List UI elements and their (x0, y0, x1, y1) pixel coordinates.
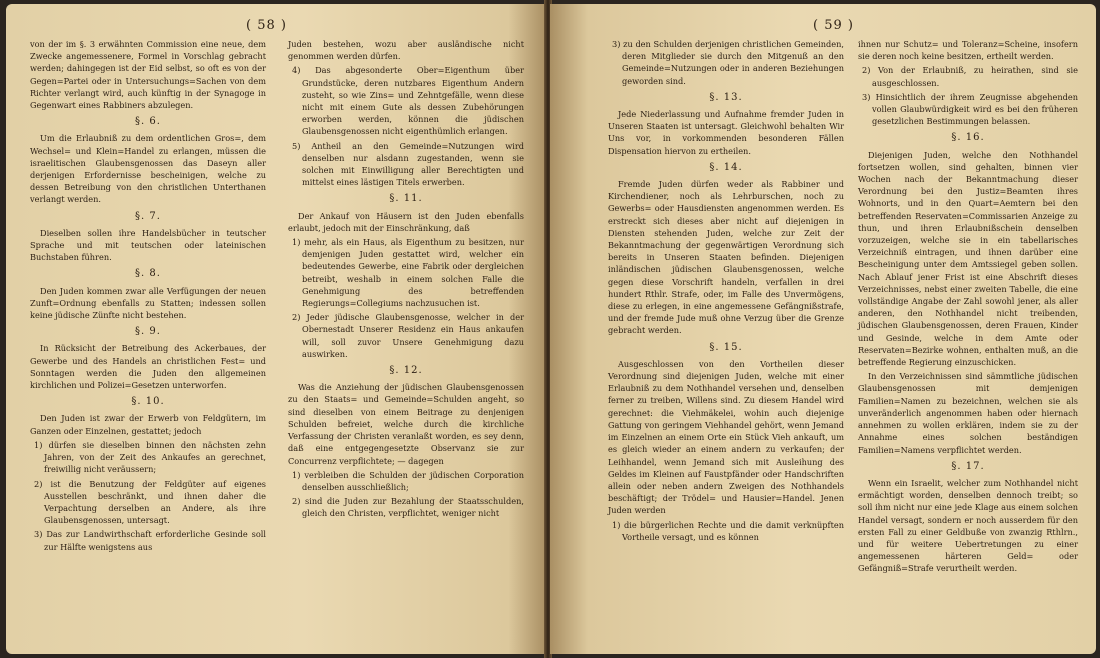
paragraph: 5) Antheil an den Gemeinde=Nutzungen wird denselben nur alsdann zugestanden, wenn sie solchen mit Einwilligung aller Berechtigten und mittelst eines lästigen Titels erwerben. (292, 140, 524, 188)
left-column-2 (288, 38, 524, 522)
section-heading: §. 13. (709, 91, 743, 103)
paragraph: Dieselben sollen ihre Handelsbücher in teutscher Sprache und mit teutschen oder lateinischen Buchstaben führen. (30, 227, 266, 263)
section-heading: §. 9. (135, 326, 161, 338)
section-heading: §. 15. (709, 341, 743, 353)
paragraph: 2) sind die Juden zur Bezahlung der Staatsschulden, gleich den Christen, verpflichtet, weniger nicht (292, 496, 524, 519)
page-number-left: ( 58 ) (246, 18, 287, 33)
section-heading: §. 11. (389, 193, 423, 205)
left-page (6, 4, 546, 654)
paragraph: ihnen nur Schutz= und Toleranz=Scheine, insofern sie deren noch keine besitzen, ertheilt werden. (858, 39, 1078, 62)
paragraph: Fremde Juden dürfen weder als Rabbiner und Kirchendiener, noch als Lehrburschen, noch zu Gewerbs= oder Hausdiensten angenommen werden. Es erstreckt sich dieses aber nicht auf diejenigen in Diensten stehenden Juden, welche zur Zeit der Bekanntmachung der gegenwärtigen Verordnung sich bereits in Unseren Staaten befinden. Diejenigen inländischen jüdischen Glaubensgenossen, welche gegen diese Vorschrift handeln, verfallen in drei hundert Rthlr. Strafe, oder, im Falle des Unvermögens, diese zu erlegen, in eine angemessene Gefängnißstrafe, und der fremde Jude muß ohne Verzug über die Grenze gebracht werden. (608, 179, 844, 336)
paragraph: 1) die bürgerlichen Rechte und die damit verknüpften Vortheile versagt, und es können (612, 519, 844, 542)
right-column-2 (858, 38, 1078, 577)
left-column-1 (30, 38, 266, 555)
section-heading: §. 10. (131, 396, 165, 408)
paragraph: 3) zu den Schulden derjenigen christlichen Gemeinden, deren Mitglieder sie durch den Mitgenuß an den Gemeinde=Nutzungen oder in anderen Beziehungen geworden sind. (612, 39, 844, 86)
section-heading: §. 16. (951, 132, 985, 144)
paragraph: 2) ist die Benutzung der Feldgüter auf eigenes Ausstellen beschränkt, und ihnen daher die Verpachtung derselben an Andere, als ihre Glaubensgenossen, untersagt. (34, 478, 266, 526)
paragraph: Um die Erlaubniß zu dem ordentlichen Gros=, dem Wechsel= und Klein=Handel zu erlangen, müssen die israelitischen Glaubensgenossen das Daseyn aller derjenigen Erfordernisse bescheinigen, welche zu dessen Betreibung von den christlichen Unterthanen verlangt werden. (30, 133, 266, 205)
paragraph: Ausgeschlossen von den Vortheilen dieser Verordnung sind diejenigen Juden, welche mit einer Erlaubniß zu dem Nothhandel versehen und, denselben ferner zu treiben, Willens sind. Zu diesem Handel wird gerechnet: die Viehmäkelei, wohin auch diejenige Gattung von geringem Viehhandel gehört, wenn Jemand im Einzelnen an einem Orte ein Stück Vieh ankauft, um es gleich wieder an einem andern zu verkaufen; der Leihhandel, wenn Jemand sich mit Ausleihung des Geldes im Kleinen auf Faustpfänder oder Handschriften allein oder neben andern Zweigen des Nothhandels beschäftigt; der Trödel= und Hausier=Handel. Jenen Juden werden (608, 358, 844, 516)
right-page (550, 4, 1096, 654)
right-column-1 (608, 38, 844, 545)
paragraph: Juden bestehen, wozu aber ausländische nicht genommen werden dürfen. (288, 39, 524, 62)
paragraph: Diejenigen Juden, welche den Nothhandel fortsetzen wollen, sind gehalten, binnen vier Wochen nach der Bekanntmachung dieser Verordnung bei den Justiz=Beamten ihres Wohnorts, und in den Quart=Aemtern bei den betreffenden Reservaten=Commissarien Anzeige zu thun, und ihren Erlaubnißschein denselben vorzuzeigen, welche sie in ein tabellarisches Verzeichniß eintragen, und ihnen darüber eine Bescheinigung unter dem Amtssiegel geben sollen. Nach Ablauf jener Frist ist eine Abschrift dieses Verzeichnisses, nebst einer zweiten Tabelle, die eine vollständige Angabe der Zahl sowohl jener, als aller anderen, den Nothhandel nicht treibenden, jüdischen Glaubensgenossen, deren Frauen, Kinder und Gesinde, welche in dem Amte oder Reservaten=Bezirke wohnen, enthalten muß, an die betreffende Regierung einzuschicken. (858, 149, 1078, 368)
section-heading: §. 7. (135, 210, 161, 222)
section-heading: §. 14. (709, 161, 743, 173)
paragraph: 3) Das zur Landwirthschaft erforderliche Gesinde soll zur Hälfte wenigstens aus (34, 529, 266, 552)
section-heading: §. 8. (135, 268, 161, 280)
paragraph: 1) verbleiben die Schulden der jüdischen Corporation denselben ausschließlich; (292, 469, 524, 492)
paragraph: Den Juden ist zwar der Erwerb von Feldgütern, im Ganzen oder Einzelnen, gestattet; jedoch (30, 413, 266, 436)
section-heading: §. 12. (389, 365, 423, 377)
section-heading: §. 6. (135, 116, 161, 128)
paragraph: Was die Anziehung der jüdischen Glaubensgenossen zu den Staats= und Gemeinde=Schulden angeht, so sind dieselben von einem Beitrage zu denjenigen Schulden befreiet, welche durch die kirchliche Verfassung der Christen veranlaßt worden, es sey denn, daß eine entgegengesetzte Observanz sie zur Concurrenz verpflichtete; — dagegen (288, 382, 524, 466)
paragraph: 1) mehr, als ein Haus, als Eigenthum zu besitzen, nur demjenigen Juden gestattet wird, welcher ein bedeutendes Gewerbe, eine Fabrik oder dergleichen betreibt, weshalb in einem solchen Falle die Genehmigung des betreffenden Regierungs=Collegiums nachzusuchen ist. (292, 237, 524, 309)
paragraph: Wenn ein Israelit, welcher zum Nothhandel nicht ermächtigt worden, denselben dennoch treibt; so soll ihm nicht nur eine jede Klage aus einem solchen Handel versagt, sondern er noch ausserdem für den ersten Fall zu einer Geldbuße von zwanzig Rthlrn., und für weitere Uebertretungen zu einer angemessenen härteren Geld= oder Gefängniß=Strafe verurtheilt werden. (858, 477, 1078, 574)
paragraph: In den Verzeichnissen sind sämmtliche jüdischen Glaubensgenossen mit demjenigen Familien=Namen zu bezeichnen, welchen sie als unveränderlich angenommen haben oder hiernach annehmen zu wollen erklären, indem sie zu der Annahme eines solchen beständigen Familien=Namens verpflichtet werden. (858, 371, 1078, 455)
paragraph: 4) Das abgesonderte Ober=Eigenthum über Grundstücke, deren nutzbares Eigenthum Andern zusteht, so wie Zins= und Zehntgefälle, wenn diese nicht mit einem Gute als dessen Zubehörungen erworben werden, können die jüdischen Glaubensgenossen nicht eigenthümlich erlangen. (292, 65, 524, 137)
paragraph: 2) Jeder jüdische Glaubensgenosse, welcher in der Obernestadt Unserer Residenz ein Haus ankaufen will, soll zuvor Unsere Genehmigung dazu auswirken. (292, 312, 524, 359)
paragraph: In Rücksicht der Betreibung des Ackerbaues, der Gewerbe und des Handels an christlichen Fest= und Sonntagen werden die Juden den allgemeinen kirchlichen und Polizei=Gesetzen unterworfen. (30, 343, 266, 391)
paragraph: Den Juden kommen zwar alle Verfügungen der neuen Zunft=Ordnung ebenfalls zu Statten; indessen sollen keine jüdische Zünfte nicht bestehen. (30, 285, 266, 321)
paragraph: Jede Niederlassung und Aufnahme fremder Juden in Unseren Staaten ist untersagt. Gleichwohl behalten Wir Uns vor, in vorkommenden besonderen Fällen Dispensation hiervon zu ertheilen. (608, 109, 844, 156)
paragraph: Der Ankauf von Häusern ist den Juden ebenfalls erlaubt, jedoch mit der Einschränkung, daß (288, 210, 524, 233)
section-heading: §. 17. (951, 460, 985, 472)
paragraph: 1) dürfen sie dieselben binnen den nächsten zehn Jahren, von der Zeit des Ankaufes an gerechnet, freiwillig nicht veräussern; (34, 439, 266, 475)
page-number-right: ( 59 ) (813, 18, 854, 33)
paragraph: 3) Hinsichtlich der ihrem Zeugnisse abgehenden vollen Glaubwürdigkeit wird es bei den früheren gesetzlichen Bestimmungen belassen. (862, 91, 1078, 127)
paragraph: von der im §. 3 erwähnten Commission eine neue, dem Zwecke angemessenere, Formel in Vorschlag gebracht werden; dahingegen ist der Eid selbst, so oft es von der Gegen=Partei oder in Untersuchungs=Sachen von dem Richter verlangt wird, auch künftig in der Synagoge in Gegenwart eines Rabbiners abzulegen. (30, 39, 266, 111)
paragraph: 2) Von der Erlaubniß, zu heirathen, sind sie ausgeschlossen. (862, 65, 1078, 88)
